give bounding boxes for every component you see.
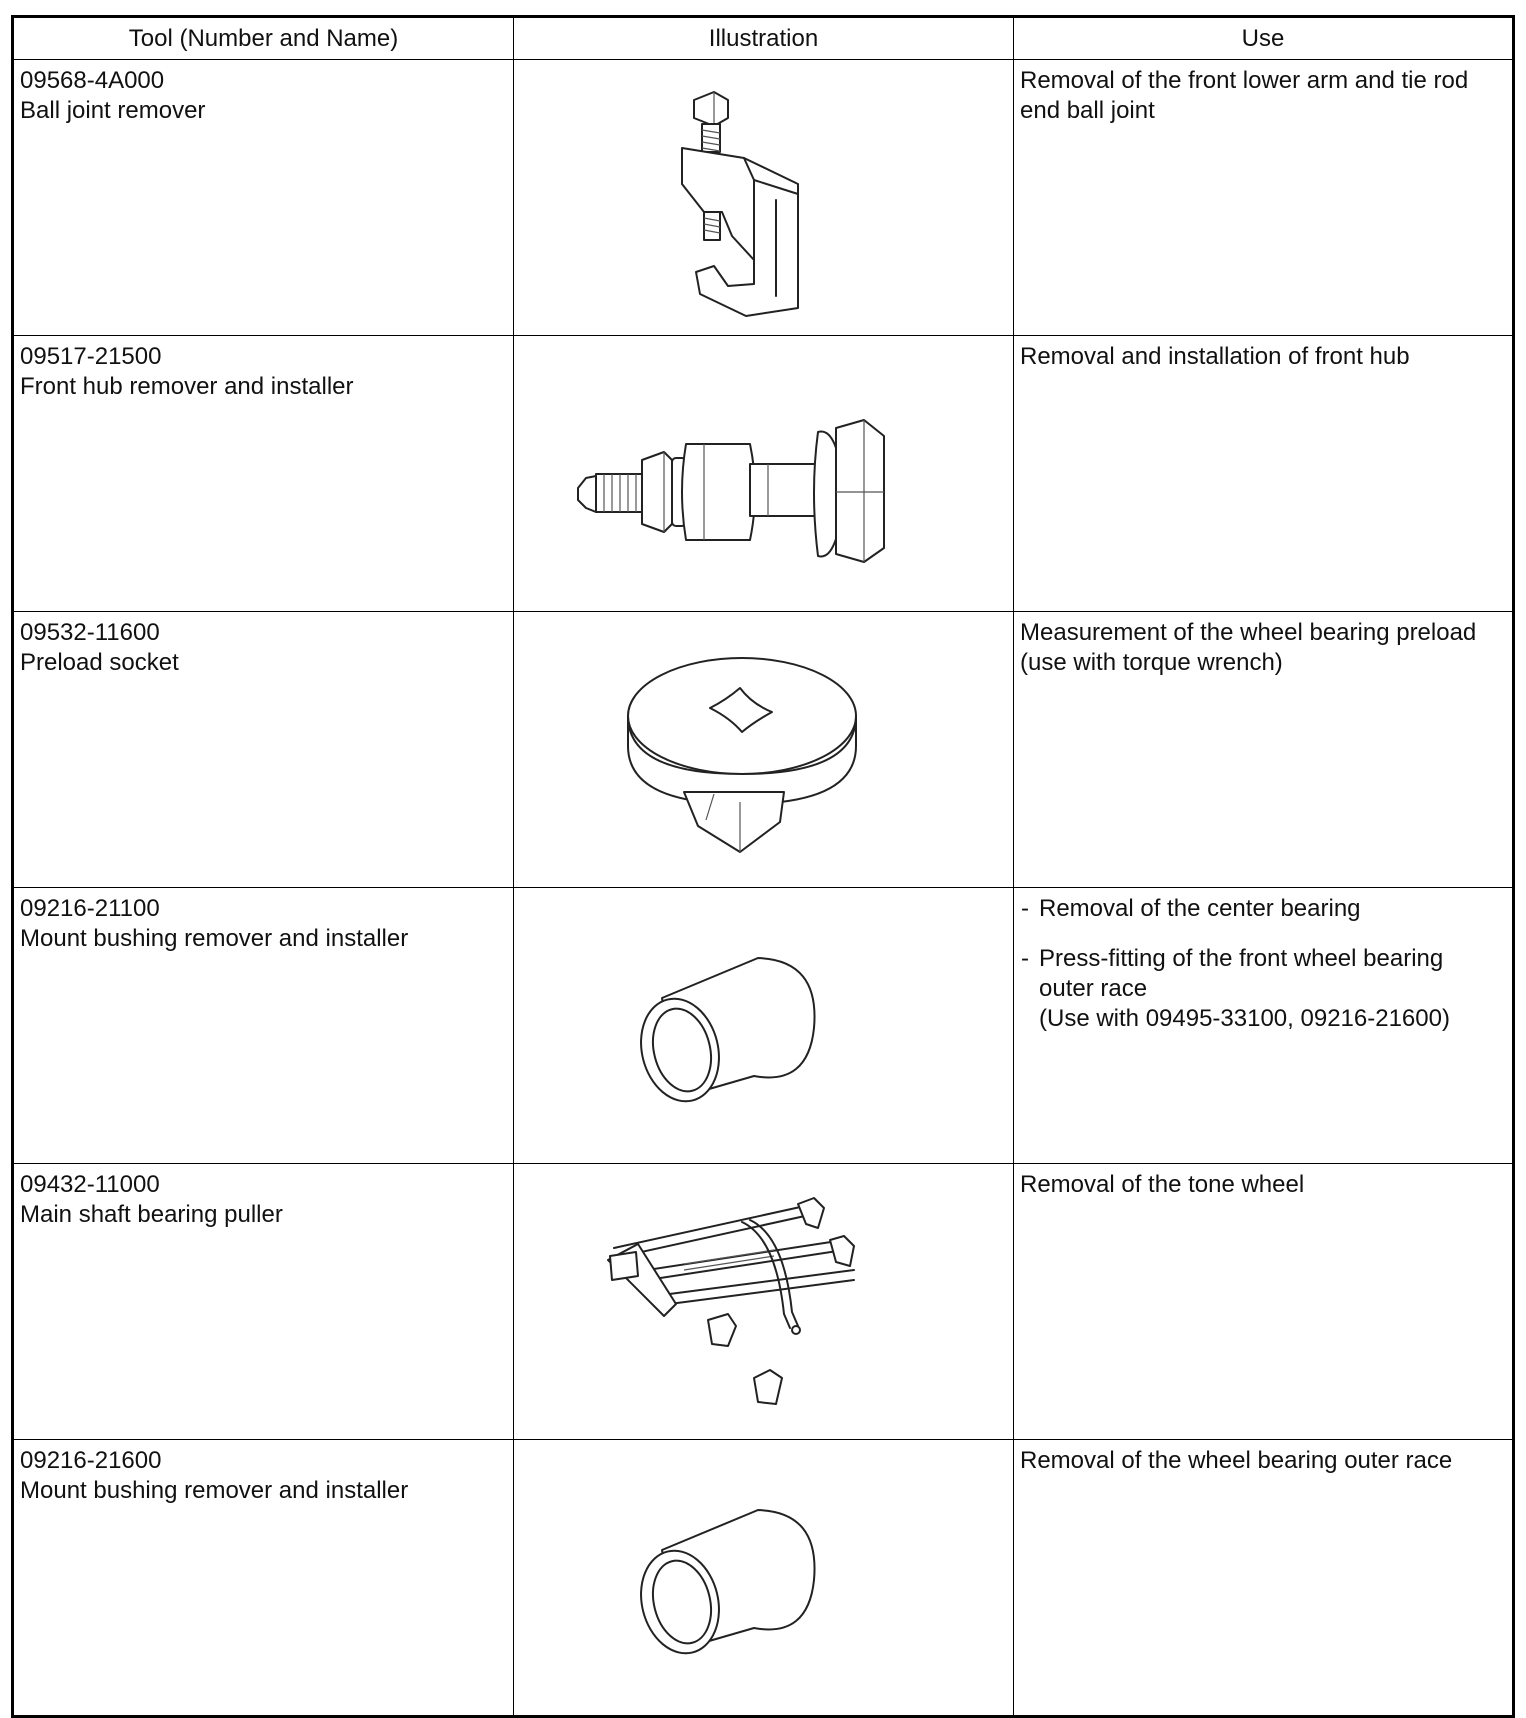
use-note: (Use with 09495-33100, 09216-21600): [1039, 1005, 1450, 1032]
ball-joint-remover-icon: [514, 60, 1014, 329]
use-text: Removal of the tone wheel: [1020, 1171, 1305, 1198]
use-text: Removal of the front lower arm and tie rod end ball joint: [1020, 67, 1469, 124]
tool-cell: [13, 888, 514, 1164]
tool-cell: [13, 336, 514, 612]
tool-cell: [13, 60, 514, 336]
tool-name: Main shaft bearing puller: [20, 1201, 283, 1228]
illustration-cell: [514, 1164, 1014, 1440]
use-cell: [1014, 60, 1514, 336]
use-text: Removal of the center bearing: [1039, 895, 1361, 922]
use-cell: [1014, 336, 1514, 612]
illustration-cell: [514, 336, 1014, 612]
illustration-cell: [514, 60, 1014, 336]
illustration-cell: [514, 1440, 1014, 1717]
table-row: [13, 336, 1514, 612]
table-row: [13, 1164, 1514, 1440]
tool-number: 09216-21100: [20, 895, 160, 922]
table-row: [13, 612, 1514, 888]
use-text: Removal and installation of front hub: [1020, 343, 1410, 370]
tool-number: 09532-11600: [20, 619, 160, 646]
use-cell: [1014, 612, 1514, 888]
tool-cell: [13, 612, 514, 888]
tool-number: 09432-11000: [20, 1171, 160, 1198]
hub-remover-installer-icon: [514, 336, 1014, 605]
use-list: [1020, 894, 1504, 1034]
bushing-tube-icon: [514, 1440, 1014, 1709]
table-row: [13, 60, 1514, 336]
use-text: Measurement of the wheel bearing preload (use with torque wrench): [1020, 619, 1477, 676]
use-cell: [1014, 1164, 1514, 1440]
tool-cell: [13, 1164, 514, 1440]
use-text: Removal of the wheel bearing outer race: [1020, 1447, 1453, 1474]
use-text: - Press-fitting of the front wheel bearing outer race: [1039, 945, 1444, 1002]
table-row: [13, 888, 1514, 1164]
use-cell: [1014, 888, 1514, 1164]
bearing-puller-icon: [514, 1164, 1014, 1433]
tool-name: Front hub remover and installer: [20, 373, 354, 400]
header-illustration: Illustration: [514, 17, 1014, 60]
tool-name: Mount bushing remover and installer: [20, 1477, 409, 1504]
tool-number: 09216-21600: [20, 1447, 162, 1474]
header-tool: Tool (Number and Name): [13, 17, 514, 60]
special-tools-table: [11, 15, 1515, 1718]
use-list-item: [1020, 894, 1504, 924]
use-cell: [1014, 1440, 1514, 1717]
tool-name: Mount bushing remover and installer: [20, 925, 409, 952]
bushing-tube-icon: [514, 888, 1014, 1157]
use-list-item: [1020, 944, 1504, 1034]
tool-name: Ball joint remover: [20, 97, 206, 124]
tool-name: Preload socket: [20, 649, 179, 676]
illustration-cell: [514, 612, 1014, 888]
table-row: [13, 1440, 1514, 1717]
tool-number: 09517-21500: [20, 343, 162, 370]
tool-number: 09568-4A000: [20, 67, 165, 94]
illustration-cell: [514, 888, 1014, 1164]
tool-cell: [13, 1440, 514, 1717]
table-header-row: [13, 17, 1514, 60]
header-use: Use: [1014, 17, 1514, 60]
preload-socket-icon: [514, 612, 1014, 881]
